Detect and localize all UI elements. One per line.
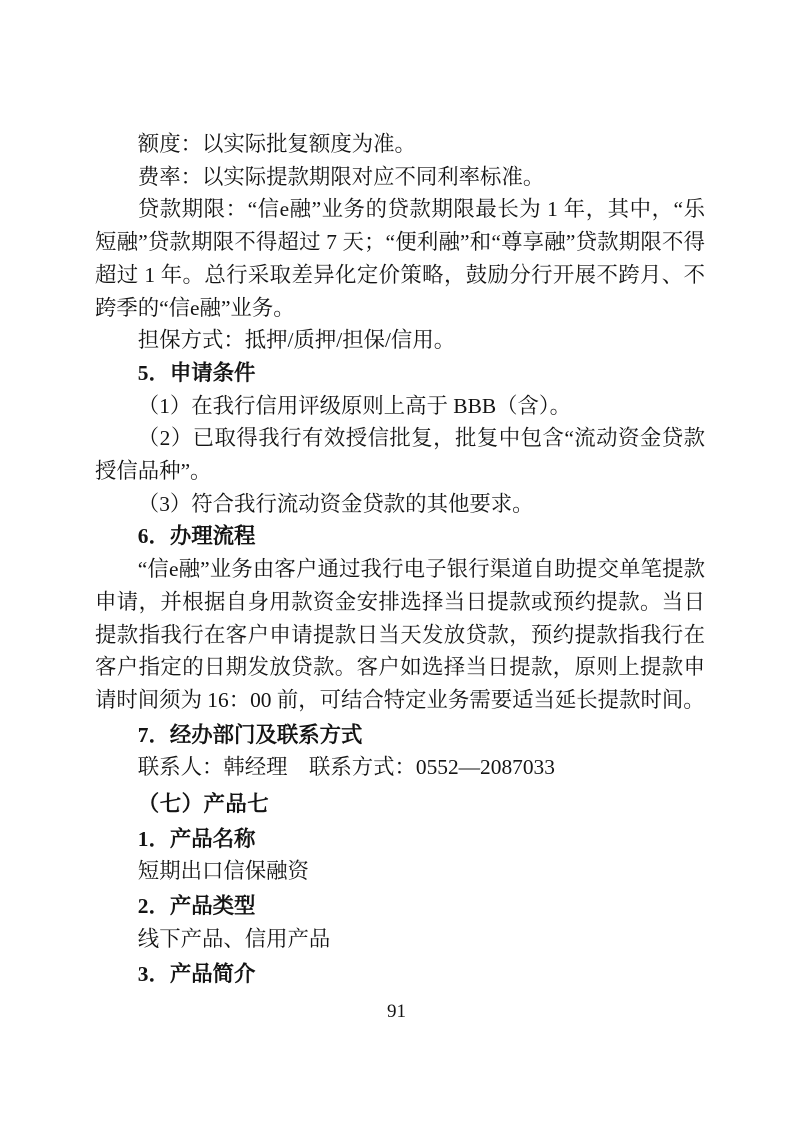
paragraph-contact-info: 联系人：韩经理 联系方式：0552—2087033 [137,755,555,780]
page-number: 91 [387,1001,406,1022]
heading-product-intro: 3．产品简介 [137,961,256,986]
paragraph-product-type: 线下产品、信用产品 [137,926,331,951]
heading-product-seven: （七）产品七 [137,792,270,817]
paragraph-condition-2: （2）已取得我行有效授信批复，批复中包含“流动资金贷款授信品种”。 [95,426,705,484]
paragraph-rate: 费率：以实际提款期限对应不同利率标准。 [137,164,545,189]
heading-product-type: 2．产品类型 [137,894,256,919]
heading-contact: 7．经办部门及联系方式 [137,722,363,747]
paragraph-process-detail: “信e融”业务由客户通过我行电子银行渠道自助提交单笔提款申请，并根据自身用款资金安排选择当日提款或预约提款。当日提款指我行在客户申请提款日当天发放贷款，预约提款指我行在客户指定的日期发放贷款。客户如选择当日提款，原则上提款申请时间须为 16：00 前，可结合特定业务需要适当延长提款时间。 [95,557,705,712]
heading-apply-conditions: 5．申请条件 [137,360,256,385]
paragraph-quota: 额度：以实际批复额度为准。 [137,132,416,156]
document-body [95,128,705,990]
paragraph-loan-term: 贷款期限：“信e融”业务的贷款期限最长为 1 年，其中，“乐短融”贷款期限不得超过 7 天；“便利融”和“尊享融”贷款期限不得超过 1 年。总行采取差异化定价策略，鼓励分行开展不跨月、不跨季的“信e融”业务。 [95,197,705,320]
heading-product-name: 1．产品名称 [137,826,256,851]
paragraph-guarantee: 担保方式：抵押/质押/担保/信用。 [137,328,456,353]
paragraph-product-name: 短期出口信保融资 [137,859,309,884]
heading-process: 6．办理流程 [137,524,256,549]
paragraph-condition-1: （1）在我行信用评级原则上高于 BBB（含）。 [137,393,571,418]
paragraph-condition-3: （3）符合我行流动资金贷款的其他要求。 [137,491,534,516]
